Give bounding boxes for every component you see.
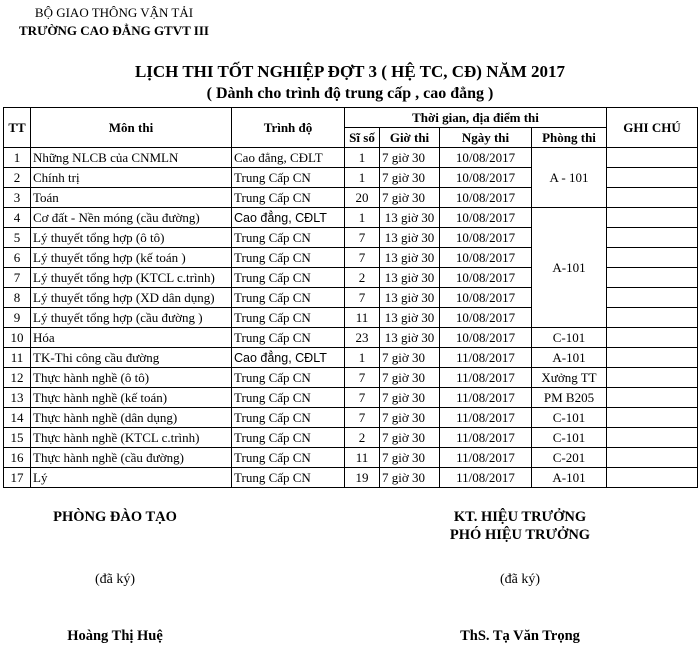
cell-hour: 7 giờ 30	[380, 448, 440, 468]
org-line-1: BỘ GIAO THÔNG VẬN TẢI	[34, 5, 194, 20]
cell-level: Trung Cấp CN	[232, 428, 345, 448]
cell-level: Trung Cấp CN	[232, 168, 345, 188]
cell-note	[607, 248, 698, 268]
cell-note	[607, 468, 698, 488]
cell-room: A-101	[532, 348, 607, 368]
right-signer-title-2: PHÓ HIỆU TRƯỞNG	[449, 527, 591, 543]
cell-subject: Hóa	[31, 328, 232, 348]
cell-level: Trung Cấp CN	[232, 288, 345, 308]
cell-subject: Lý	[31, 468, 232, 488]
cell-count: 2	[345, 268, 380, 288]
cell-note	[607, 368, 698, 388]
cell-subject: Chính trị	[31, 168, 232, 188]
document-title: LỊCH THI TỐT NGHIỆP ĐỢT 3 ( HỆ TC, CĐ) NĂM 2017	[134, 62, 566, 81]
cell-hour: 7 giờ 30	[380, 428, 440, 448]
cell-room: PM B205	[532, 388, 607, 408]
table-row	[4, 468, 698, 488]
cell-level: Trung Cấp CN	[232, 308, 345, 328]
exam-schedule-table	[3, 107, 698, 488]
cell-date: 10/08/2017	[440, 208, 532, 228]
cell-date: 11/08/2017	[440, 428, 532, 448]
cell-room-merged: A - 101	[532, 148, 607, 208]
cell-count: 1	[345, 208, 380, 228]
cell-count: 7	[345, 388, 380, 408]
cell-tt: 13	[4, 388, 31, 408]
cell-count: 7	[345, 228, 380, 248]
cell-hour: 7 giờ 30	[380, 468, 440, 488]
header-time-place: Thời gian, địa điểm thi	[345, 108, 607, 128]
table-row	[4, 148, 698, 168]
cell-tt: 11	[4, 348, 31, 368]
cell-level: Trung Cấp CN	[232, 408, 345, 428]
cell-subject: Lý thuyết tổng hợp (kế toán )	[31, 248, 232, 268]
right-signer-name: ThS. Tạ Văn Trọng	[460, 628, 580, 644]
cell-tt: 5	[4, 228, 31, 248]
cell-date: 11/08/2017	[440, 468, 532, 488]
cell-date: 10/08/2017	[440, 228, 532, 248]
cell-note	[607, 348, 698, 368]
cell-room: C-101	[532, 328, 607, 348]
cell-count: 1	[345, 348, 380, 368]
cell-date: 11/08/2017	[440, 348, 532, 368]
cell-date: 10/08/2017	[440, 148, 532, 168]
cell-level: Trung Cấp CN	[232, 448, 345, 468]
cell-date: 11/08/2017	[440, 448, 532, 468]
cell-hour: 13 giờ 30	[380, 248, 440, 268]
cell-subject: Thực hành nghề (ô tô)	[31, 368, 232, 388]
cell-tt: 12	[4, 368, 31, 388]
cell-subject: Toán	[31, 188, 232, 208]
cell-tt: 1	[4, 148, 31, 168]
cell-subject: Những NLCB của CNMLN	[31, 148, 232, 168]
cell-date: 10/08/2017	[440, 168, 532, 188]
cell-note	[607, 228, 698, 248]
cell-date: 11/08/2017	[440, 388, 532, 408]
cell-date: 10/08/2017	[440, 328, 532, 348]
cell-tt: 16	[4, 448, 31, 468]
left-signed-note: (đã ký)	[94, 572, 136, 587]
cell-hour: 7 giờ 30	[380, 188, 440, 208]
cell-tt: 9	[4, 308, 31, 328]
cell-hour: 13 giờ 30	[380, 308, 440, 328]
cell-level: Trung Cấp CN	[232, 468, 345, 488]
cell-tt: 2	[4, 168, 31, 188]
cell-hour: 7 giờ 30	[380, 388, 440, 408]
cell-note	[607, 188, 698, 208]
cell-note	[607, 208, 698, 228]
cell-note	[607, 168, 698, 188]
cell-room-merged: A-101	[532, 208, 607, 328]
cell-subject: Thực hành nghề (dân dụng)	[31, 408, 232, 428]
cell-note	[607, 328, 698, 348]
cell-note	[607, 288, 698, 308]
cell-count: 11	[345, 308, 380, 328]
cell-subject: Lý thuyết tổng hợp (ô tô)	[31, 228, 232, 248]
cell-hour: 7 giờ 30	[380, 408, 440, 428]
cell-count: 1	[345, 148, 380, 168]
table-row	[4, 348, 698, 368]
header-hour: Giờ thi	[380, 128, 440, 148]
cell-room: Xưởng TT	[532, 368, 607, 388]
cell-level: Cao đẳng, CĐLT	[232, 208, 345, 228]
cell-level: Trung Cấp CN	[232, 328, 345, 348]
cell-note	[607, 408, 698, 428]
cell-date: 10/08/2017	[440, 248, 532, 268]
cell-tt: 4	[4, 208, 31, 228]
cell-room: A-101	[532, 468, 607, 488]
cell-subject: Lý thuyết tổng hợp (cầu đường )	[31, 308, 232, 328]
right-signed-note: (đã ký)	[499, 572, 541, 587]
table-row	[4, 448, 698, 468]
header-level: Trình độ	[232, 108, 345, 148]
header-tt: TT	[4, 108, 31, 148]
cell-level: Trung Cấp CN	[232, 368, 345, 388]
cell-date: 11/08/2017	[440, 368, 532, 388]
cell-count: 7	[345, 408, 380, 428]
cell-count: 19	[345, 468, 380, 488]
header-subject: Môn thi	[31, 108, 232, 148]
cell-count: 7	[345, 288, 380, 308]
cell-level: Cao đẳng, CĐLT	[232, 148, 345, 168]
cell-hour: 7 giờ 30	[380, 348, 440, 368]
cell-level: Trung Cấp CN	[232, 248, 345, 268]
header-row	[4, 108, 698, 128]
cell-count: 2	[345, 428, 380, 448]
cell-date: 11/08/2017	[440, 408, 532, 428]
header-room: Phòng thi	[532, 128, 607, 148]
cell-subject: Thực hành nghề (cầu đường)	[31, 448, 232, 468]
cell-count: 11	[345, 448, 380, 468]
cell-count: 20	[345, 188, 380, 208]
table-row	[4, 328, 698, 348]
cell-subject: Lý thuyết tổng hợp (KTCL c.trình)	[31, 268, 232, 288]
cell-level: Trung Cấp CN	[232, 228, 345, 248]
cell-room: C-201	[532, 448, 607, 468]
cell-count: 1	[345, 168, 380, 188]
cell-subject: Lý thuyết tổng hợp (XD dân dụng)	[31, 288, 232, 308]
cell-tt: 8	[4, 288, 31, 308]
cell-tt: 17	[4, 468, 31, 488]
cell-note	[607, 388, 698, 408]
cell-level: Trung Cấp CN	[232, 388, 345, 408]
cell-note	[607, 268, 698, 288]
cell-level: Cao đẳng, CĐLT	[232, 348, 345, 368]
cell-tt: 3	[4, 188, 31, 208]
cell-count: 7	[345, 248, 380, 268]
cell-note	[607, 308, 698, 328]
cell-level: Trung Cấp CN	[232, 268, 345, 288]
cell-room: C-101	[532, 428, 607, 448]
cell-tt: 15	[4, 428, 31, 448]
table-row	[4, 388, 698, 408]
table-row	[4, 208, 698, 228]
cell-hour: 13 giờ 30	[380, 268, 440, 288]
cell-date: 10/08/2017	[440, 188, 532, 208]
cell-count: 23	[345, 328, 380, 348]
cell-tt: 6	[4, 248, 31, 268]
header-count: Sĩ số	[345, 128, 380, 148]
cell-hour: 13 giờ 30	[380, 208, 440, 228]
cell-hour: 7 giờ 30	[380, 148, 440, 168]
left-signer-name: Hoàng Thị Huệ	[67, 628, 163, 644]
cell-hour: 13 giờ 30	[380, 228, 440, 248]
cell-level: Trung Cấp CN	[232, 188, 345, 208]
cell-tt: 7	[4, 268, 31, 288]
cell-hour: 7 giờ 30	[380, 368, 440, 388]
cell-tt: 14	[4, 408, 31, 428]
document-subtitle: ( Dành cho trình độ trung cấp , cao đẳng )	[206, 85, 494, 102]
cell-date: 10/08/2017	[440, 288, 532, 308]
cell-hour: 13 giờ 30	[380, 328, 440, 348]
cell-note	[607, 448, 698, 468]
cell-subject: Thực hành nghề (kế toán)	[31, 388, 232, 408]
table-row	[4, 408, 698, 428]
cell-note	[607, 148, 698, 168]
table-row	[4, 368, 698, 388]
right-signer-title-1: KT. HIỆU TRƯỞNG	[453, 509, 587, 525]
header-note: GHI CHÚ	[607, 108, 698, 148]
org-line-2: TRƯỜNG CAO ĐẲNG GTVT III	[19, 23, 209, 38]
cell-count: 7	[345, 368, 380, 388]
cell-date: 10/08/2017	[440, 308, 532, 328]
header-date: Ngày thi	[440, 128, 532, 148]
cell-tt: 10	[4, 328, 31, 348]
cell-hour: 13 giờ 30	[380, 288, 440, 308]
cell-date: 10/08/2017	[440, 268, 532, 288]
cell-room: C-101	[532, 408, 607, 428]
left-signer-title: PHÒNG ĐÀO TẠO	[53, 509, 177, 525]
cell-subject: Cơ đất - Nền móng (cầu đường)	[31, 208, 232, 228]
table-row	[4, 428, 698, 448]
cell-note	[607, 428, 698, 448]
cell-subject: TK-Thi công cầu đường	[31, 348, 232, 368]
cell-subject: Thực hành nghề (KTCL c.trình)	[31, 428, 232, 448]
cell-hour: 7 giờ 30	[380, 168, 440, 188]
